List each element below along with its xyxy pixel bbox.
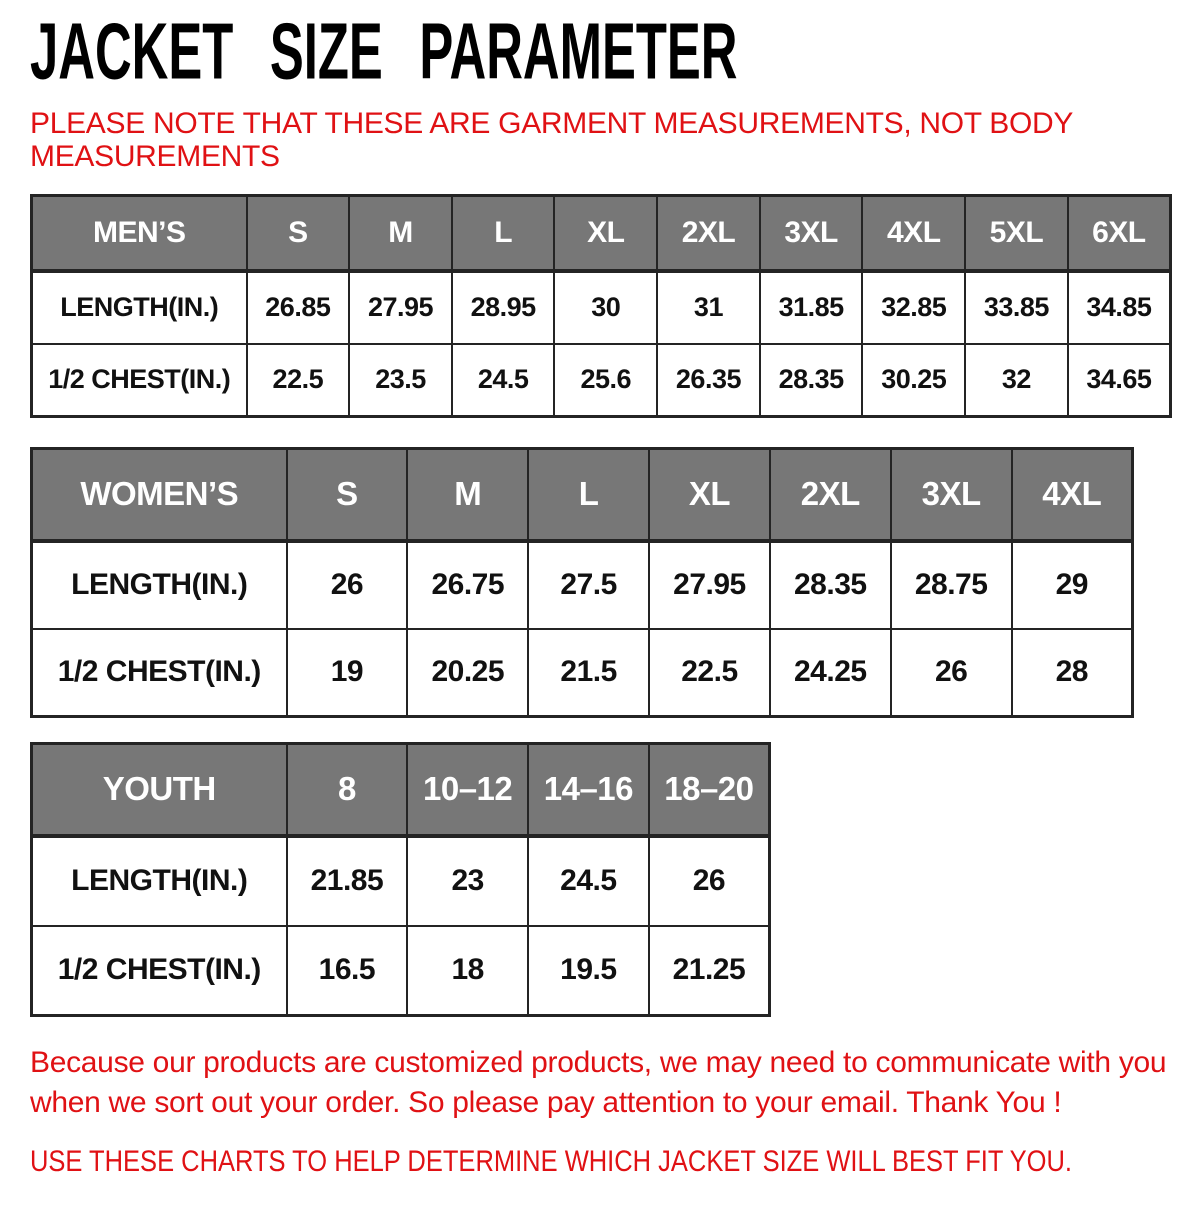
size-value-cell: 33.85: [965, 271, 1068, 344]
size-value-cell: 27.95: [649, 541, 770, 629]
size-value-cell: 30: [554, 271, 657, 344]
size-value-cell: 26.75: [407, 541, 528, 629]
size-value-cell: 28.75: [891, 541, 1012, 629]
size-value-cell: 32.85: [862, 271, 965, 344]
row-label: 1/2 CHEST(IN.): [32, 926, 287, 1016]
size-column-header: M: [349, 196, 452, 271]
youth-group-label: YOUTH: [32, 744, 287, 836]
size-column-header: 10–12: [407, 744, 528, 836]
row-label: LENGTH(IN.): [32, 541, 287, 629]
mens-group-label: MEN’S: [32, 196, 247, 271]
table-row: [32, 541, 1133, 629]
size-value-cell: 26: [891, 629, 1012, 717]
size-value-cell: 20.25: [407, 629, 528, 717]
size-value-cell: 18: [407, 926, 528, 1016]
size-value-cell: 16.5: [287, 926, 408, 1016]
size-column-header: 8: [287, 744, 408, 836]
row-label: 1/2 CHEST(IN.): [32, 629, 287, 717]
size-column-header: XL: [649, 449, 770, 541]
size-value-cell: 26.35: [657, 344, 760, 417]
size-column-header: 5XL: [965, 196, 1068, 271]
size-value-cell: 21.25: [649, 926, 770, 1016]
size-value-cell: 22.5: [247, 344, 350, 417]
size-column-header: L: [452, 196, 555, 271]
size-tables-container: [30, 194, 1170, 1017]
size-value-cell: 24.25: [770, 629, 891, 717]
mens-header-row: [32, 196, 1171, 271]
page-title: JACKET SIZE PARAMETER: [30, 6, 738, 97]
size-value-cell: 21.85: [287, 836, 408, 926]
size-value-cell: 22.5: [649, 629, 770, 717]
size-value-cell: 28: [1012, 629, 1133, 717]
size-value-cell: 28.95: [452, 271, 555, 344]
customization-line-2: when we sort out your order. So please pay attention to your email. Thank You !: [30, 1086, 1062, 1119]
row-label: LENGTH(IN.): [32, 836, 287, 926]
size-column-header: 2XL: [657, 196, 760, 271]
youth-header-row: [32, 744, 770, 836]
table-row: [32, 836, 770, 926]
size-column-header: 14–16: [528, 744, 649, 836]
size-column-header: 6XL: [1068, 196, 1171, 271]
garment-measurement-note: [30, 107, 1170, 173]
size-value-cell: 30.25: [862, 344, 965, 417]
row-label: 1/2 CHEST(IN.): [32, 344, 247, 417]
size-value-cell: 31.85: [760, 271, 863, 344]
womens-size-table: [30, 447, 1134, 718]
womens-header-row: [32, 449, 1133, 541]
size-value-cell: 19.5: [528, 926, 649, 1016]
size-column-header: XL: [554, 196, 657, 271]
size-value-cell: 23: [407, 836, 528, 926]
size-column-header: 3XL: [760, 196, 863, 271]
size-value-cell: 29: [1012, 541, 1133, 629]
size-column-header: 4XL: [1012, 449, 1133, 541]
size-column-header: L: [528, 449, 649, 541]
size-column-header: 18–20: [649, 744, 770, 836]
size-value-cell: 19: [287, 629, 408, 717]
size-value-cell: 26: [649, 836, 770, 926]
size-value-cell: 25.6: [554, 344, 657, 417]
size-value-cell: 27.5: [528, 541, 649, 629]
table-row: [32, 271, 1171, 344]
size-value-cell: 26: [287, 541, 408, 629]
row-label: LENGTH(IN.): [32, 271, 247, 344]
size-column-header: S: [247, 196, 350, 271]
table-row: [32, 344, 1171, 417]
size-value-cell: 21.5: [528, 629, 649, 717]
mens-size-table: [30, 194, 1172, 418]
size-value-cell: 24.5: [528, 836, 649, 926]
size-value-cell: 32: [965, 344, 1068, 417]
size-column-header: 4XL: [862, 196, 965, 271]
size-chart-page: [0, 6, 1200, 1179]
youth-size-table: [30, 742, 771, 1017]
size-value-cell: 26.85: [247, 271, 350, 344]
note-line-2: MEASUREMENTS: [30, 140, 280, 173]
size-column-header: 2XL: [770, 449, 891, 541]
size-value-cell: 28.35: [760, 344, 863, 417]
fit-advice-line: USE THESE CHARTS TO HELP DETERMINE WHICH JACKET SIZE WILL BEST FIT YOU.: [30, 1145, 1072, 1178]
size-value-cell: 27.95: [349, 271, 452, 344]
size-value-cell: 31: [657, 271, 760, 344]
size-column-header: M: [407, 449, 528, 541]
customization-notice: [30, 1043, 1170, 1123]
customization-line-1: Because our products are customized products, we may need to communicate with you: [30, 1046, 1167, 1079]
size-column-header: 3XL: [891, 449, 1012, 541]
table-row: [32, 926, 770, 1016]
size-value-cell: 34.65: [1068, 344, 1171, 417]
size-value-cell: 34.85: [1068, 271, 1171, 344]
womens-group-label: WOMEN’S: [32, 449, 287, 541]
size-value-cell: 28.35: [770, 541, 891, 629]
size-value-cell: 23.5: [349, 344, 452, 417]
size-column-header: S: [287, 449, 408, 541]
table-row: [32, 629, 1133, 717]
note-line-1: PLEASE NOTE THAT THESE ARE GARMENT MEASUREMENTS, NOT BODY: [30, 107, 1074, 140]
size-value-cell: 24.5: [452, 344, 555, 417]
